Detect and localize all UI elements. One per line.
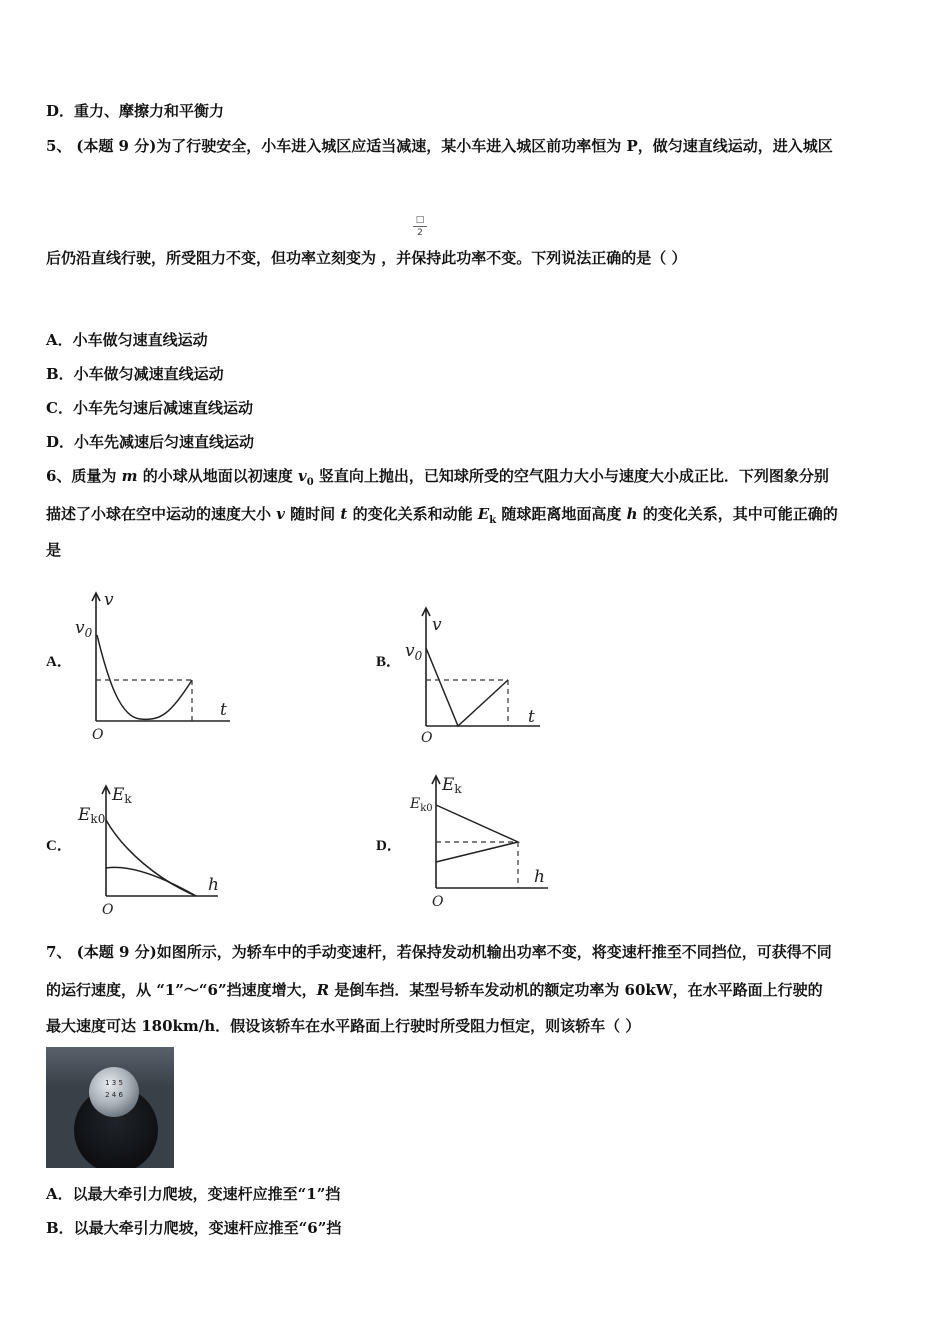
graph-a-v-label: v xyxy=(104,590,114,610)
q5-option-a: A．小车做匀速直线运动 xyxy=(46,331,208,349)
q6-text: 随时间 xyxy=(284,505,341,523)
graph-d-h-label: h xyxy=(534,867,545,887)
graph-c-ek-label: Ek xyxy=(112,785,132,806)
q6-stem-line3: 是 xyxy=(46,541,62,559)
q7-text: 的运行速度，从 “1”～“6”挡速度增大， xyxy=(46,981,317,999)
graph-d-ek-label: Ek xyxy=(442,775,462,796)
graph-b-v-label: v xyxy=(432,615,442,635)
q5-stem-line1 xyxy=(46,136,833,156)
q6-stem-line1 xyxy=(46,466,829,493)
graph-c-upward-curve xyxy=(106,820,196,896)
q6-var-v: v xyxy=(276,505,285,523)
q6-text: 随球距离地面高度 xyxy=(496,505,627,523)
q6-text: 的变化关系，其中可能正确的 xyxy=(637,505,838,523)
q7-var-r: R xyxy=(316,981,330,999)
q6-option-b-label: B． xyxy=(376,654,402,670)
q6-text: 描述了小球在空中运动的速度大小 xyxy=(46,505,277,523)
graph-a-t-label: t xyxy=(220,700,227,720)
graph-c-origin-label: O xyxy=(102,902,114,918)
q6-text: 的小球从地面以初速度 xyxy=(137,467,298,485)
q5-stem-text: (本题 9 分)为了行驶安全，小车进入城区应适当减速，某小车进入城区前功率恒为 P，做匀速直线运动，进入城区 xyxy=(76,137,833,155)
q7-text: 是倒车挡．某型号轿车发动机的额定功率为 60kW，在水平路面上行驶的 xyxy=(329,981,823,999)
graph-a xyxy=(70,585,240,745)
graph-c xyxy=(78,780,228,920)
q5-option-b: B．小车做匀减速直线运动 xyxy=(46,365,224,383)
graph-d-energy-lines xyxy=(436,805,518,862)
q7-option-a: A．以最大牵引力爬坡，变速杆应推至“1”挡 xyxy=(46,1185,341,1203)
graph-b-origin-label: O xyxy=(421,730,433,746)
q5-option-d: D．小车先减速后匀速直线运动 xyxy=(46,433,255,451)
q6-option-d-label: D． xyxy=(376,838,402,854)
p-over-2-fraction xyxy=(413,214,427,239)
q6-var-h: h xyxy=(626,505,638,523)
q6-var-ek-sub: k xyxy=(489,515,497,526)
gear-shift-photo xyxy=(46,1047,174,1168)
gear-row-bottom: 2 4 6 xyxy=(105,1091,123,1099)
q5-stem-line2: 后仍沿直线行驶，所受阻力不变，但功率立刻变为 ，并保持此功率不变。下列说法正确的是（ ） xyxy=(46,249,687,267)
gear-row-top: 1 3 5 xyxy=(105,1079,123,1087)
graph-d-origin-label: O xyxy=(432,894,444,910)
gear-knob-pattern xyxy=(89,1077,139,1101)
graph-b-v0-label: $v_0$ xyxy=(405,641,423,663)
q6-var-v0-sub: 0 xyxy=(306,477,314,488)
q6-var-ek: E xyxy=(477,505,490,523)
q6-text: 的变化关系和动能 xyxy=(347,505,478,523)
q6-text: 竖直向上抛出，已知球所受的空气阻力大小与速度大小成正比．下列图象分别 xyxy=(313,467,829,485)
graph-a-origin-label: O xyxy=(92,727,104,743)
graph-c-ek0-label: Ek0 xyxy=(78,805,106,826)
graph-c-downward-curve xyxy=(106,867,196,896)
q6-stem-line2 xyxy=(46,504,838,531)
graph-b xyxy=(400,600,550,745)
q7-stem-line3: 最大速度可达 180km/h．假设该轿车在水平路面上行驶时所受阻力恒定，则该轿车（ ） xyxy=(46,1017,641,1035)
graph-d xyxy=(408,770,558,910)
gear-knob xyxy=(89,1067,139,1117)
q4-option-d: D．重力、摩擦力和平衡力 xyxy=(46,102,225,120)
q5-number: 5、 xyxy=(46,137,72,155)
q6-option-c-label: C． xyxy=(46,838,72,854)
q7-stem-line1: 7、 (本题 9 分)如图所示，为轿车中的手动变速杆，若保持发动机输出功率不变，将变速杆推至不同挡位，可获得不同 xyxy=(46,943,832,961)
q6-var-v0: v xyxy=(298,467,307,485)
graph-c-h-label: h xyxy=(208,875,219,895)
fraction-denominator: 2 xyxy=(413,226,427,239)
q6-var-t: t xyxy=(340,505,348,523)
q5-option-c: C．小车先匀速后减速直线运动 xyxy=(46,399,253,417)
q7-stem-line2 xyxy=(46,980,823,1000)
graph-a-velocity-curve xyxy=(97,635,192,719)
q6-text: 6、质量为 xyxy=(46,467,122,485)
q7-option-b: B．以最大牵引力爬坡，变速杆应推至“6”挡 xyxy=(46,1219,342,1237)
fraction-numerator: □ xyxy=(415,215,425,225)
graph-b-velocity-lines xyxy=(426,648,508,726)
graph-b-t-label: t xyxy=(528,707,535,727)
q6-var-m: m xyxy=(121,467,138,485)
graph-d-ek0-label: $E_{k0}$ xyxy=(410,796,433,814)
graph-a-v0-label: $v_0$ xyxy=(75,618,93,640)
q6-option-a-label: A． xyxy=(46,654,72,670)
